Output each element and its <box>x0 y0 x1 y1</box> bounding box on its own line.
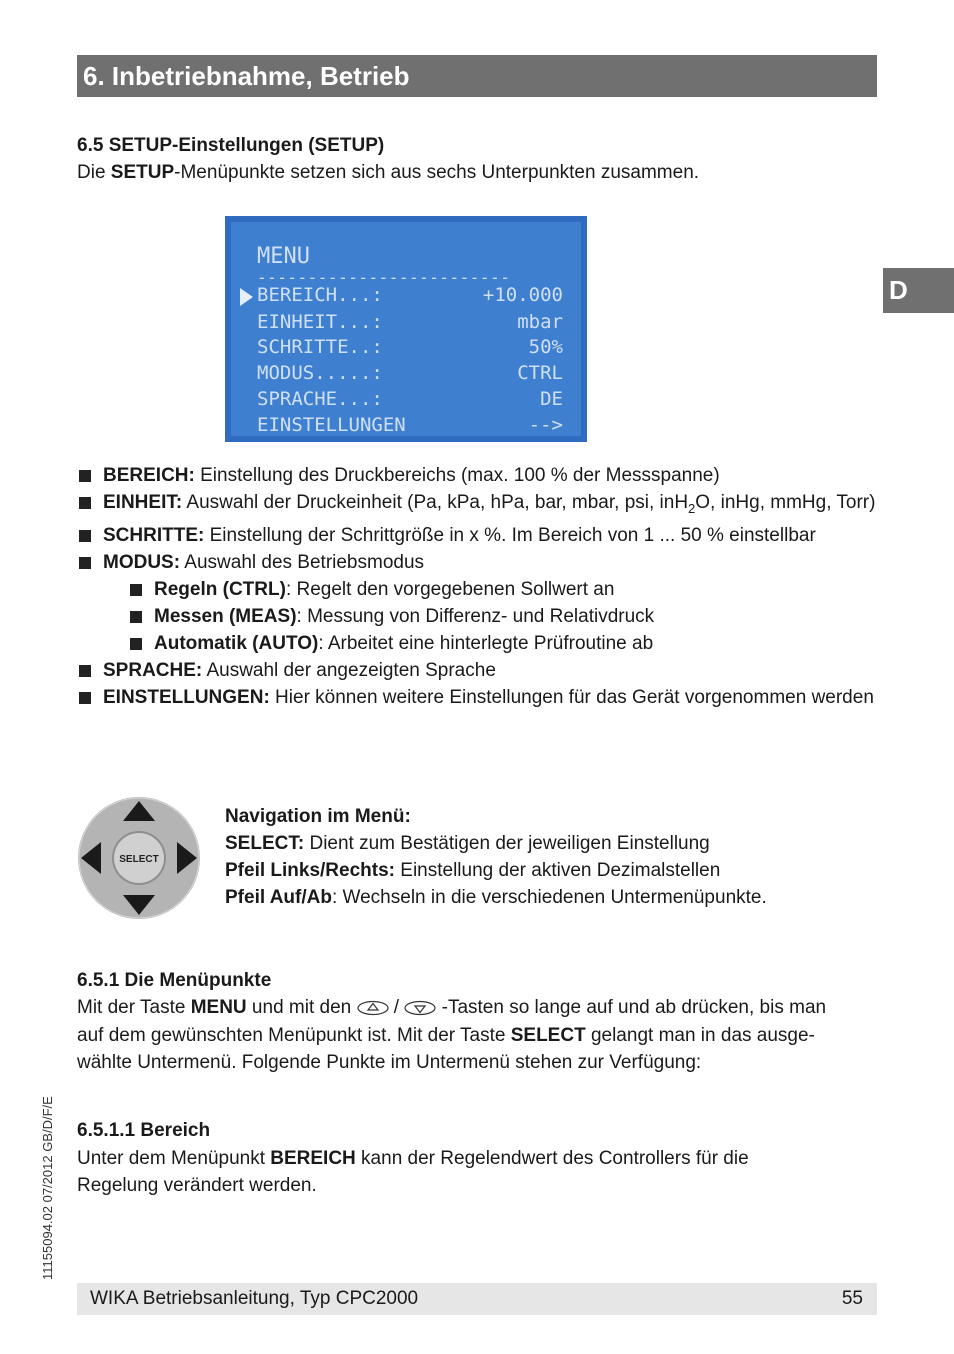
bullet-square-icon <box>130 584 142 596</box>
nav-term: Pfeil Links/Rechts: <box>225 860 395 881</box>
item-term: Messen (MEAS) <box>154 605 297 627</box>
item-text: : Messung von Differenz- und Relativdruck <box>296 605 655 627</box>
item-text-rest: O, inHg, mmHg, Torr) <box>695 492 876 513</box>
paragraph-line <box>77 1022 815 1049</box>
chapter-title: 6. Inbetriebnahme, Betrieb <box>83 61 410 91</box>
bullet-square-icon <box>130 611 142 623</box>
down-key-icon <box>404 1000 436 1016</box>
para-bold: BEREICH <box>270 1148 356 1169</box>
item-subscript: 2 <box>688 500 696 516</box>
item-text: : Arbeitet eine hinterlegte Prüfroutine ab <box>318 632 654 654</box>
sub-list-item <box>128 630 887 657</box>
list-item <box>77 522 887 549</box>
paragraph-line <box>77 1145 749 1172</box>
lcd-row-value: --> <box>528 414 563 436</box>
navigation-heading: Navigation im Menü: <box>225 806 411 827</box>
list-item <box>77 462 887 489</box>
nav-line <box>225 884 767 911</box>
item-text: Auswahl der angezeigten Sprache <box>202 659 496 681</box>
bullet-square-icon <box>79 557 91 569</box>
para-text: gelangt man in das ausge- <box>585 1025 815 1046</box>
para-text: -Tasten so lange auf und ab drücken, bis man <box>436 997 827 1018</box>
lcd-row-value: 50% <box>528 336 563 358</box>
navigation-description <box>225 803 767 911</box>
item-text: Hier können weitere Einstellungen für das Gerät vorgenommen werden <box>269 686 874 708</box>
lcd-row-label: SPRACHE...: <box>257 388 383 410</box>
bullet-square-icon <box>130 638 142 650</box>
paragraph-line: wählte Untermenü. Folgende Punkte im Untermenü stehen zur Verfügung: <box>77 1052 702 1073</box>
item-term: BEREICH: <box>103 465 195 486</box>
intro-text-rest: -Menüpunkte setzen sich aus sechs Unterpunkten zusammen. <box>174 162 700 183</box>
item-text: : Regelt den vorgegebenen Sollwert an <box>285 578 615 600</box>
chapter-header <box>77 55 877 97</box>
lcd-row <box>257 284 563 310</box>
footer-title: WIKA Betriebsanleitung, Typ CPC2000 <box>90 1288 419 1309</box>
nav-term: SELECT: <box>225 833 305 854</box>
item-term: EINHEIT: <box>103 492 183 513</box>
intro-bold: SETUP <box>110 162 175 183</box>
para-bold: SELECT <box>510 1025 586 1046</box>
nav-line <box>225 857 767 884</box>
nav-text: : Wechseln in die verschiedenen Untermenüpunkte. <box>331 887 767 908</box>
item-text: Einstellung der Schrittgröße in x %. Im Bereich von 1 ... 50 % einstellbar <box>204 524 816 546</box>
paragraph-line: Regelung verändert werden. <box>77 1175 317 1196</box>
nav-text: Einstellung der aktiven Dezimalstellen <box>395 860 721 881</box>
list-item <box>77 684 887 711</box>
lcd-row <box>257 388 563 414</box>
list-item <box>77 489 887 522</box>
lcd-row <box>257 414 563 440</box>
lcd-row-label: EINSTELLUNGEN <box>257 414 406 436</box>
cursor-triangle-icon <box>240 288 253 306</box>
item-text: Auswahl des Betriebsmodus <box>180 551 425 573</box>
item-text: Einstellung des Druckbereichs (max. 100 % der Messspanne) <box>194 465 720 486</box>
sub-list-item <box>128 603 887 630</box>
bullet-square-icon <box>79 497 91 509</box>
para-text: auf dem gewünschten Menüpunkt ist. Mit der Taste <box>77 1025 511 1046</box>
lcd-row <box>257 311 563 337</box>
section-heading-6-5-1-1: 6.5.1.1 Bereich <box>77 1120 211 1141</box>
lcd-row-label: BEREICH...: <box>257 284 383 306</box>
lcd-row <box>257 336 563 362</box>
item-term: Automatik (AUTO) <box>154 632 319 654</box>
lcd-title: MENU <box>257 244 310 269</box>
lcd-row-label: EINHEIT...: <box>257 311 383 333</box>
intro-text: Die <box>77 162 111 183</box>
nav-line <box>225 830 767 857</box>
language-tab <box>883 268 954 313</box>
bullet-square-icon <box>79 665 91 677</box>
list-item <box>77 657 887 684</box>
nav-text: Dient zum Bestätigen der jeweiligen Einstellung <box>304 833 710 854</box>
item-term: MODUS: <box>103 551 181 573</box>
para-separator: / <box>388 997 405 1018</box>
item-term: SCHRITTE: <box>103 524 205 546</box>
list-item <box>77 549 887 576</box>
item-term: SPRACHE: <box>103 659 203 681</box>
lcd-row-value: +10.000 <box>482 284 563 306</box>
item-term: Regeln (CTRL) <box>154 578 286 600</box>
page-number: 55 <box>841 1288 863 1309</box>
nav-term: Pfeil Auf/Ab <box>225 887 332 908</box>
para-text: Unter dem Menüpunkt <box>77 1148 271 1169</box>
lcd-row-value: mbar <box>517 311 563 333</box>
setup-bullet-list <box>77 462 887 711</box>
lcd-menu-screen <box>225 216 587 442</box>
section-heading-6-5: 6.5 SETUP-Einstellungen (SETUP) <box>77 135 385 156</box>
navigation-pad-icon <box>77 796 201 920</box>
para-text: Mit der Taste <box>77 997 191 1018</box>
document-code: 11155094.02 07/2012 GB/D/F/E <box>40 1096 55 1280</box>
para-text: kann der Regelendwert des Controllers für die <box>355 1148 749 1169</box>
item-text: Auswahl der Druckeinheit (Pa, kPa, hPa, bar, mbar, psi, inH <box>182 492 689 513</box>
paragraph-line <box>77 994 826 1021</box>
para-text: und mit den <box>246 997 357 1018</box>
section-heading-6-5-1: 6.5.1 Die Menüpunkte <box>77 970 272 991</box>
para-bold: MENU <box>190 997 247 1018</box>
up-key-icon <box>357 1000 389 1016</box>
section-intro <box>77 159 699 186</box>
lcd-row-value: DE <box>540 388 563 410</box>
lcd-row-label: MODUS.....: <box>257 362 383 384</box>
lcd-row-value: CTRL <box>517 362 563 384</box>
bullet-square-icon <box>79 530 91 542</box>
page-footer <box>77 1283 877 1315</box>
sub-list-item <box>128 576 887 603</box>
bullet-square-icon <box>79 470 91 482</box>
lcd-row-label: SCHRITTE..: <box>257 336 383 358</box>
bullet-square-icon <box>79 692 91 704</box>
pad-select-label: SELECT <box>119 854 159 865</box>
item-term: EINSTELLUNGEN: <box>103 686 270 708</box>
lcd-divider: ------------------------- <box>257 268 511 287</box>
lcd-row <box>257 362 563 388</box>
language-tab-label: D <box>889 275 908 305</box>
